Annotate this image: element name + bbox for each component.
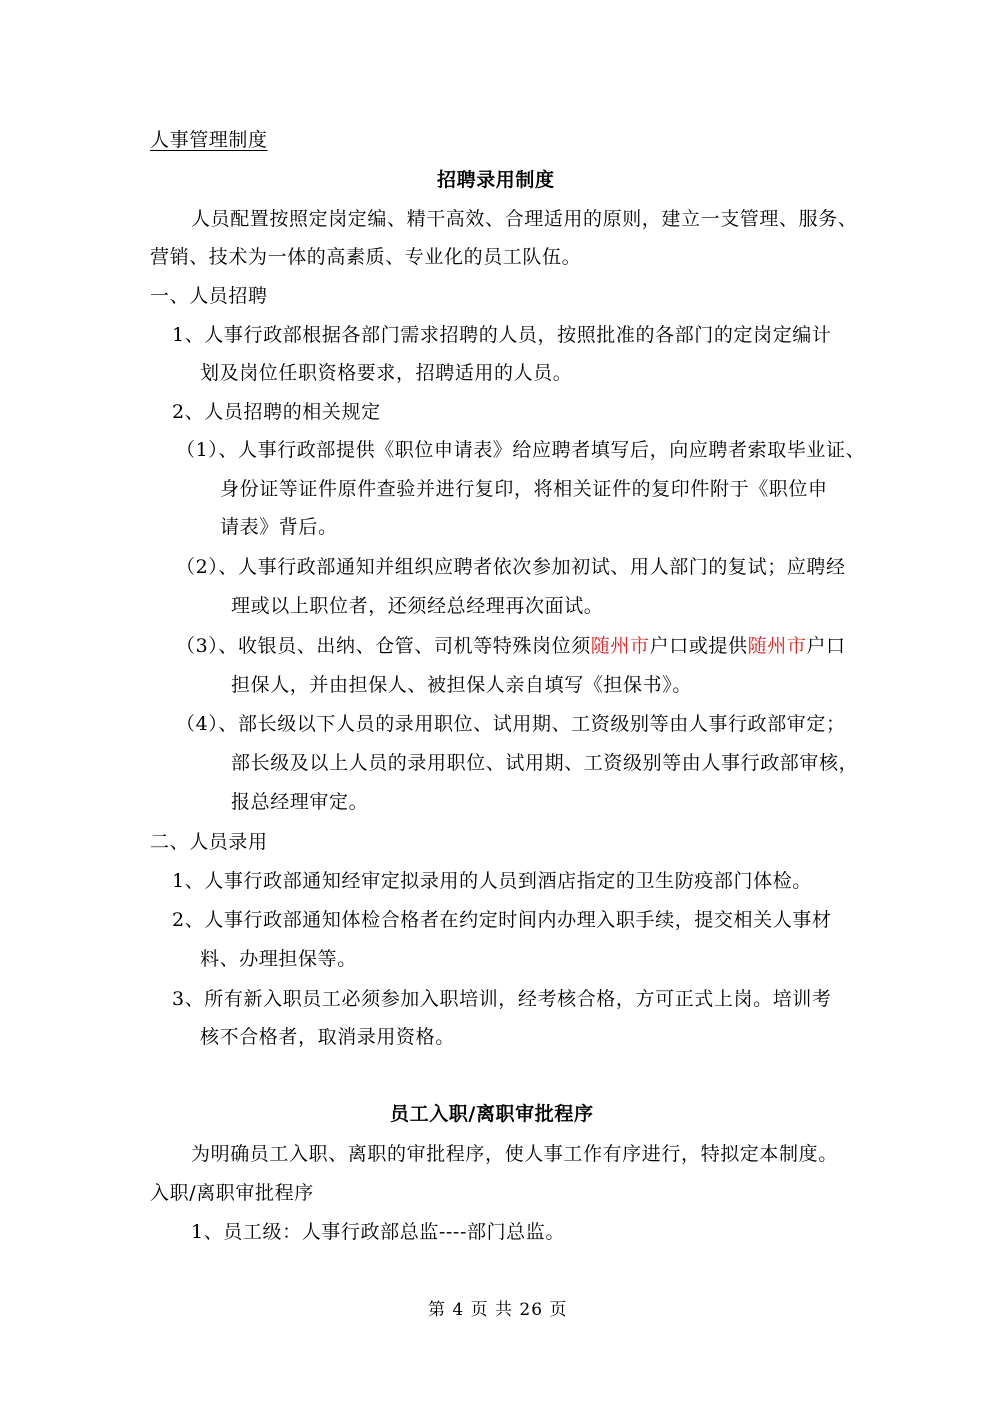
section2-heading: 二、人员录用 — [150, 831, 268, 853]
page-footer: 第 4 页 共 26 页 — [428, 1300, 568, 1320]
s1-p3-line2: 担保人，并由担保人、被担保人亲自填写《担保书》。 — [231, 674, 692, 696]
section-title: 人事管理制度 — [150, 129, 268, 151]
s2-item3-line2: 核不合格者，取消录用资格。 — [200, 1026, 455, 1048]
s1-p1-line3: 请表》背后。 — [220, 516, 338, 538]
s1-p3-seg1: （3）、收银员、出纳、仓管、司机等特殊岗位须 — [176, 635, 591, 657]
section1-heading: 一、人员招聘 — [150, 285, 268, 307]
s2-item2-line2: 料、办理担保等。 — [200, 948, 357, 970]
s2-item3-line1: 3、所有新入职员工必须参加入职培训，经考核合格，方可正式上岗。培训考 — [172, 988, 832, 1010]
s2-item2-line1: 2、人事行政部通知体检合格者在约定时间内办理入职手续，提交相关人事材 — [172, 909, 832, 931]
s1-p4-line1: （4）、部长级以下人员的录用职位、试用期、工资级别等由人事行政部审定； — [176, 713, 846, 735]
s1-p3-line1 — [176, 634, 846, 658]
s1-item1-line2: 划及岗位任职资格要求，招聘适用的人员。 — [200, 362, 573, 384]
s1-p4-line2: 部长级及以上人员的录用职位、试用期、工资级别等由人事行政部审核， — [231, 752, 859, 774]
s1-p1-line2: 身份证等证件原件查验并进行复印，将相关证件的复印件附于《职位申 — [220, 478, 828, 500]
city-highlight-1: 随州市 — [590, 635, 650, 657]
s1-p3-seg3: 户口 — [806, 635, 846, 657]
part2-item1: 1、员工级：人事行政部总监----部门总监。 — [191, 1221, 565, 1243]
part1-intro-line2: 营销、技术为一体的高素质、专业化的员工队伍。 — [150, 246, 582, 268]
s1-p4-line3: 报总经理审定。 — [231, 791, 369, 813]
s1-item2: 2、人员招聘的相关规定 — [172, 401, 381, 423]
part2-title: 员工入职/离职审批程序 — [390, 1103, 594, 1125]
city-highlight-2: 随州市 — [747, 635, 807, 657]
part2-heading: 入职/离职审批程序 — [150, 1182, 314, 1204]
s2-item1: 1、人事行政部通知经审定拟录用的人员到酒店指定的卫生防疫部门体检。 — [172, 870, 812, 892]
part2-intro: 为明确员工入职、离职的审批程序，使人事工作有序进行，特拟定本制度。 — [191, 1143, 838, 1165]
part1-title: 招聘录用制度 — [437, 169, 555, 191]
s1-item1-line1: 1、人事行政部根据各部门需求招聘的人员，按照批准的各部门的定岗定编计 — [172, 324, 832, 346]
s1-p3-seg2: 户口或提供 — [649, 635, 748, 657]
s1-p2-line1: （2）、人事行政部通知并组织应聘者依次参加初试、用人部门的复试；应聘经 — [176, 556, 846, 578]
s1-p1-line1: （1）、人事行政部提供《职位申请表》给应聘者填写后，向应聘者索取毕业证、 — [176, 439, 866, 461]
part1-intro-line1: 人员配置按照定岗定编、精干高效、合理适用的原则，建立一支管理、服务、 — [191, 208, 858, 230]
s1-p2-line2: 理或以上职位者，还须经总经理再次面试。 — [231, 595, 604, 617]
